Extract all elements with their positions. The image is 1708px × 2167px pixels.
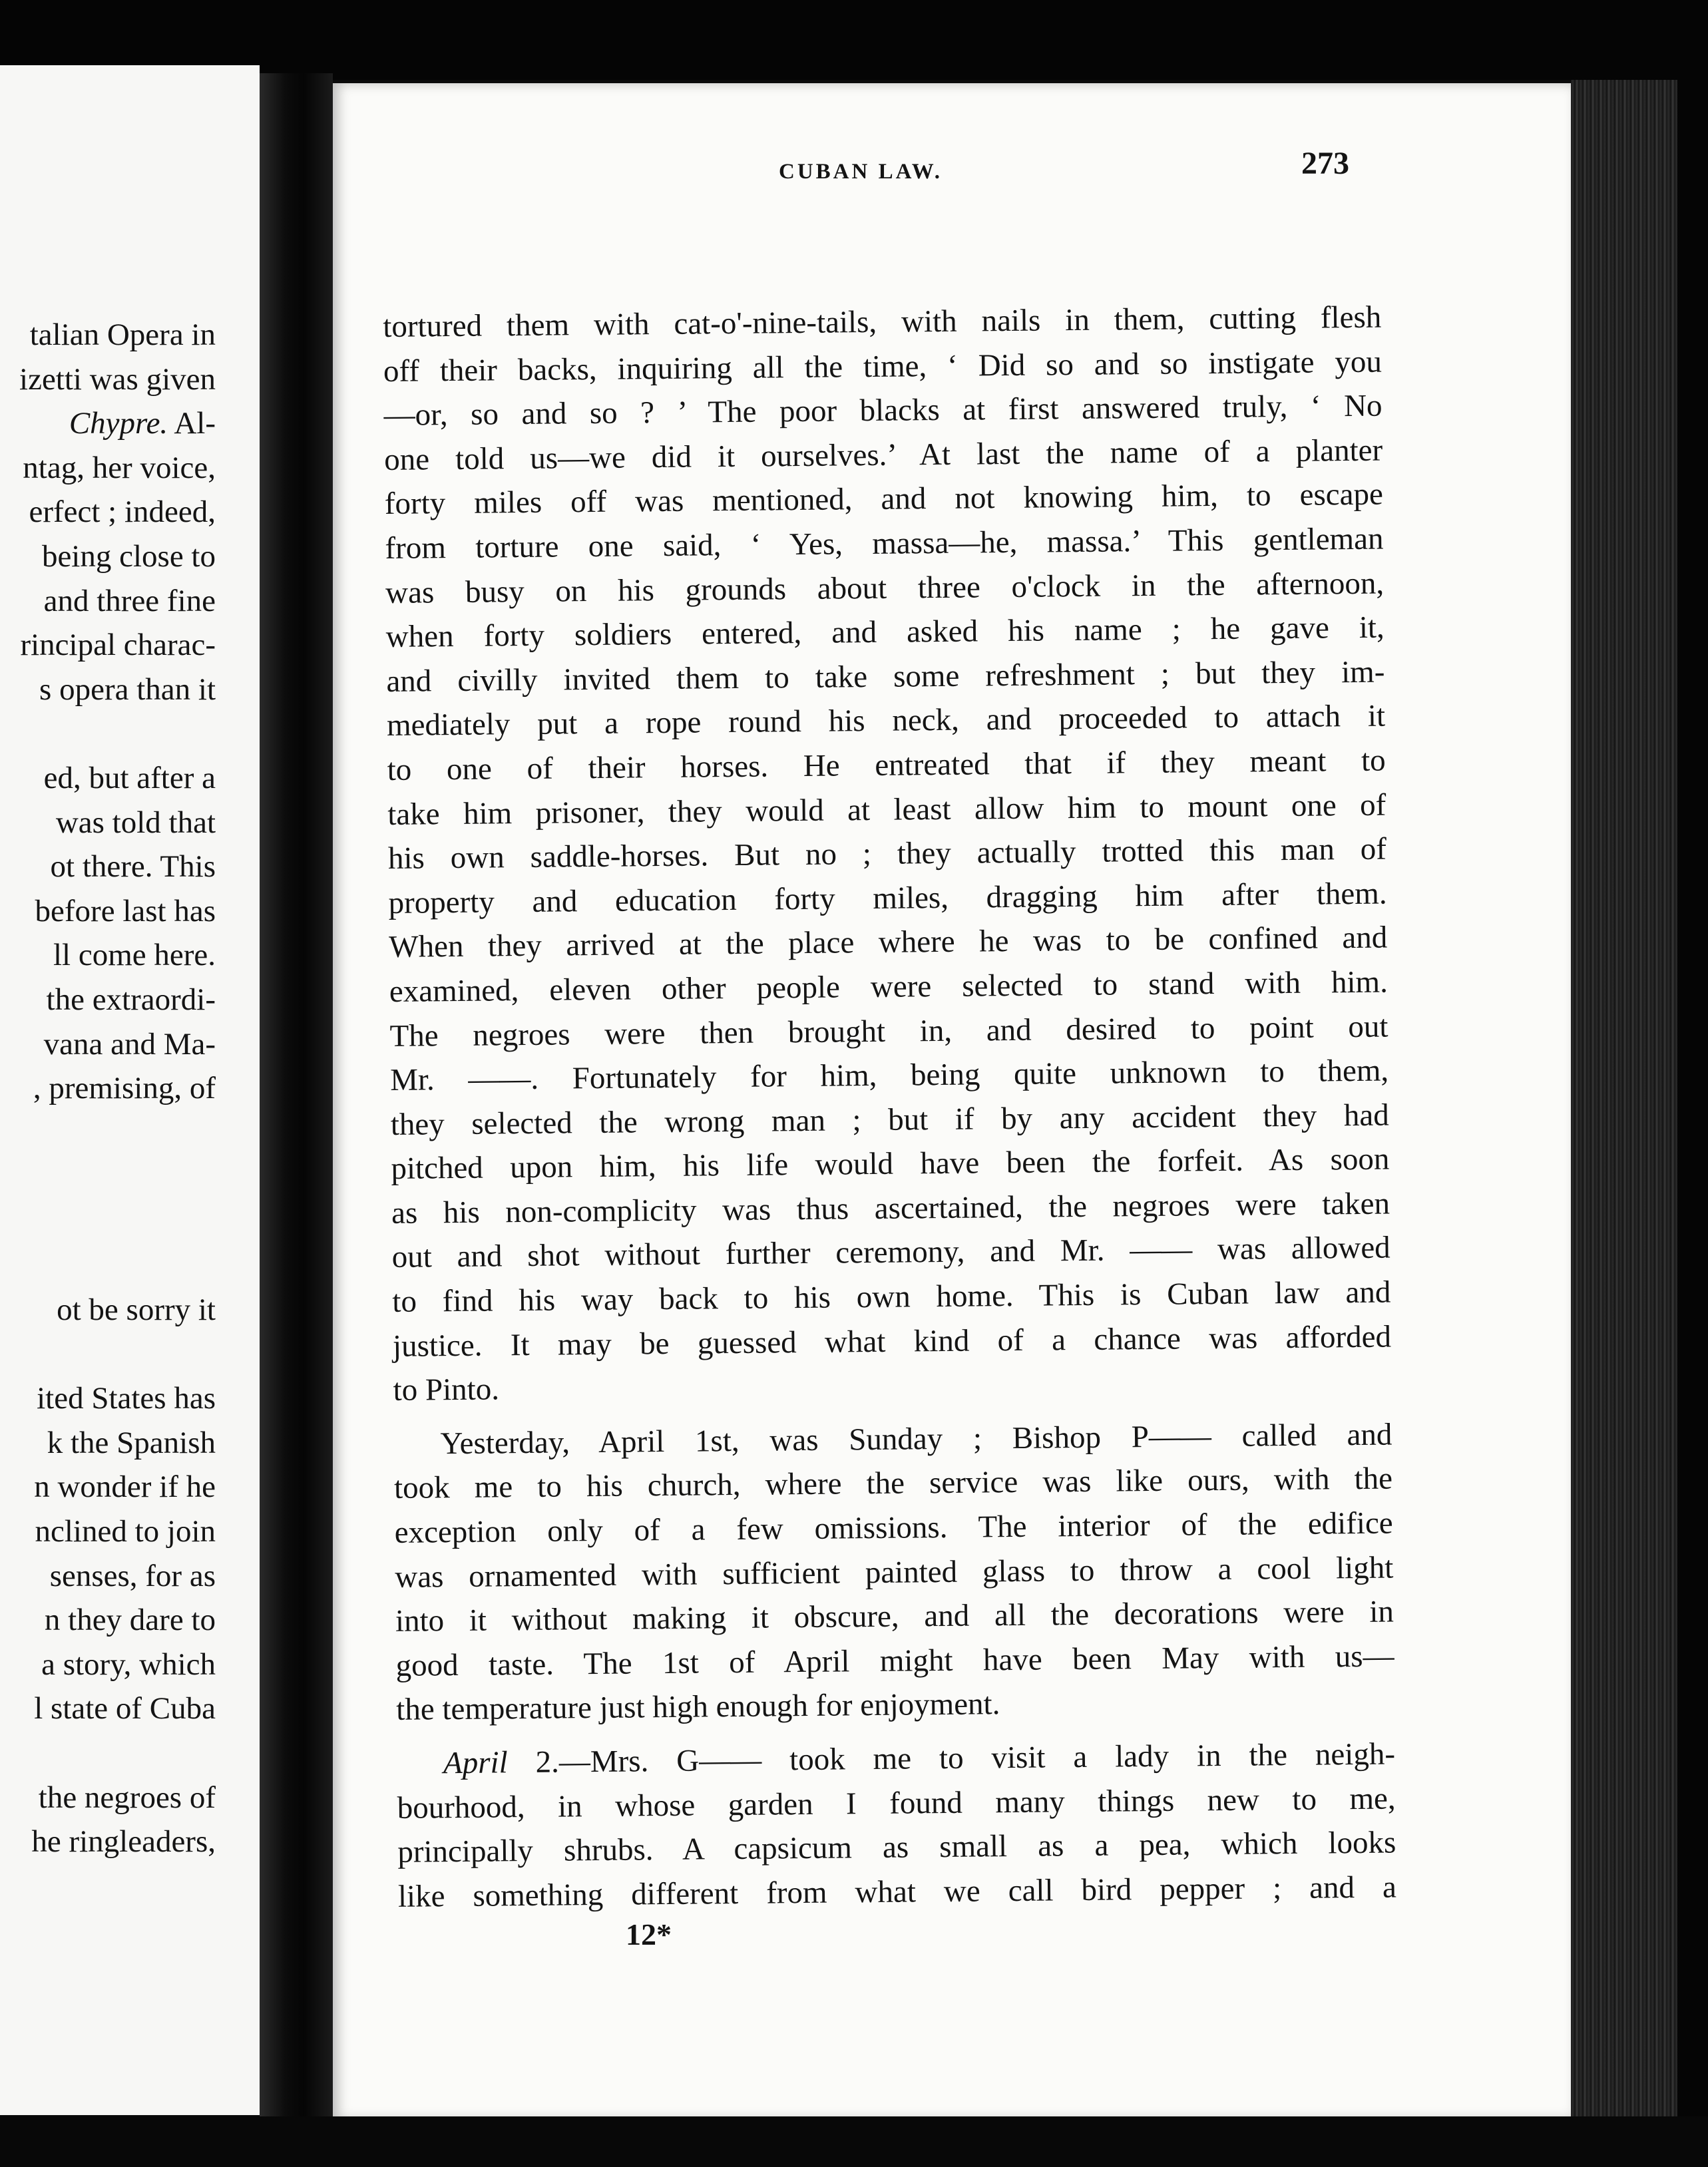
signature-mark: 12* bbox=[626, 1917, 672, 1951]
text-line: take him prisoner, they would at least allow him to mount one of bbox=[387, 787, 1387, 832]
left-page-line bbox=[0, 1155, 216, 1199]
left-page-line bbox=[0, 1332, 216, 1377]
text-line: the temperature just high enough for enjoyment. bbox=[396, 1686, 1000, 1728]
left-page-line: rincipal charac- bbox=[20, 628, 216, 663]
text-line: examined, eleven other people were selected to stand with him. bbox=[389, 964, 1388, 1009]
left-page-line: was told that bbox=[55, 805, 216, 840]
text-line: mediately put a rope round his neck, and proceeded to attach it bbox=[386, 698, 1386, 743]
paragraph-3 bbox=[397, 1732, 1396, 1919]
left-page-line: nclined to join bbox=[35, 1514, 216, 1549]
left-page-line: being close to bbox=[41, 538, 216, 574]
paragraph-1 bbox=[383, 296, 1392, 1413]
text-line: to Pinto. bbox=[393, 1372, 500, 1408]
left-page-line bbox=[0, 1199, 216, 1244]
text-line: pitched upon him, his life would have been the forfeit. As soon bbox=[391, 1141, 1390, 1187]
text-line: into it without making it obscure, and all the decorations were in bbox=[395, 1594, 1394, 1639]
left-page-line: ntag, her voice, bbox=[23, 450, 216, 485]
left-page-line: l state of Cuba bbox=[34, 1691, 216, 1726]
left-page-line: , premising, of bbox=[33, 1071, 216, 1106]
left-page-line: k the Spanish bbox=[47, 1425, 216, 1460]
page-header bbox=[443, 145, 1375, 192]
text-line: tortured them with cat-o'-nine-tails, with nails in them, cutting flesh bbox=[383, 299, 1382, 344]
text-line: they selected the wrong man ; but if by any accident they had bbox=[390, 1097, 1390, 1142]
left-facing-page bbox=[0, 65, 260, 2115]
text-line: out and shot without further ceremony, and Mr. —— was allowed bbox=[391, 1231, 1390, 1275]
left-page-line: and three fine bbox=[43, 583, 216, 618]
text-line: bourhood, in whose garden I found many things new to me, bbox=[397, 1781, 1396, 1826]
left-page-line: ed, but after a bbox=[43, 760, 216, 795]
text-line: forty miles off was mentioned, and not knowing him, to escape bbox=[384, 477, 1384, 522]
left-page-line bbox=[0, 1731, 216, 1776]
text-line: property and education forty miles, dragging him after them. bbox=[388, 876, 1387, 920]
left-page-line bbox=[0, 1111, 216, 1155]
left-page-line: before last has bbox=[35, 893, 216, 928]
running-title: CUBAN LAW. bbox=[779, 160, 943, 184]
text-line: principally shrubs. A capsicum as small as a pea, which looks bbox=[397, 1825, 1396, 1870]
text-line: took me to his church, where the service was like ours, with the bbox=[393, 1461, 1393, 1506]
left-page-line: he ringleaders, bbox=[31, 1824, 216, 1860]
book-gutter bbox=[260, 73, 333, 2123]
left-page-line: erfect ; indeed, bbox=[29, 494, 216, 530]
text-line: one told us—we did it ourselves.’ At last the name of a planter bbox=[383, 433, 1383, 477]
scan-background-bottom bbox=[0, 2116, 1708, 2167]
text-line: exception only of a few omissions. The interior of the edifice bbox=[394, 1505, 1393, 1550]
left-page-line: the negroes of bbox=[38, 1780, 216, 1815]
left-page-line: ot there. This bbox=[50, 849, 216, 885]
text-line: good taste. The 1st of April might have been May with us— bbox=[395, 1639, 1394, 1683]
left-page-line bbox=[0, 1243, 216, 1288]
text-line: to find his way back to his own home. This is Cuban law and bbox=[392, 1275, 1391, 1319]
scan-background-right bbox=[1677, 80, 1708, 2116]
italic-date: April bbox=[443, 1745, 508, 1781]
left-page-line: senses, for as bbox=[49, 1558, 216, 1593]
left-page-line: vana and Ma- bbox=[43, 1026, 216, 1062]
left-page-line: Chypre. Al- bbox=[69, 406, 216, 441]
text-line: Mr. ——. Fortunately for him, being quite unknown to them, bbox=[389, 1053, 1389, 1098]
page-number: 273 bbox=[1301, 146, 1349, 181]
left-page-line: n they dare to bbox=[44, 1603, 216, 1638]
text-line: April 2.—Mrs. G—— took me to visit a lady in the neigh- bbox=[443, 1736, 1396, 1781]
left-page-line: talian Opera in bbox=[29, 317, 216, 352]
text-line: —or, so and so ? ’ The poor blacks at first answered truly, ‘ No bbox=[383, 388, 1383, 433]
text-line: When they arrived at the place where he was to be confined and bbox=[389, 920, 1388, 965]
text-line: to one of their horses. He entreated that if they meant to bbox=[387, 743, 1386, 787]
left-page-line: a story, which bbox=[41, 1647, 216, 1682]
left-page-line: izetti was given bbox=[19, 361, 216, 397]
left-page-line: ll come here. bbox=[53, 938, 216, 973]
left-page-line bbox=[0, 711, 216, 756]
left-page-line: ited States has bbox=[37, 1381, 216, 1416]
text-line: justice. It may be guessed what kind of a chance was afforded bbox=[392, 1319, 1392, 1364]
text-line: his own saddle-horses. But no ; they actually trotted this man of bbox=[387, 831, 1387, 877]
text-line: from torture one said, ‘ Yes, massa—he, massa.’ This gentleman bbox=[385, 521, 1384, 566]
text-line: was busy on his grounds about three o'clock in the afternoon, bbox=[385, 566, 1385, 610]
text-line: like something different from what we call bird pepper ; and a bbox=[397, 1870, 1397, 1914]
text-line: was ornamented with sufficient painted glass to throw a cool light bbox=[395, 1550, 1394, 1595]
paragraph-2 bbox=[393, 1412, 1394, 1732]
text-line: as his non-complicity was thus ascertained, the negroes were taken bbox=[391, 1186, 1390, 1231]
left-page-line: the extraordi- bbox=[46, 982, 216, 1017]
page-body bbox=[383, 296, 1396, 1919]
left-page-line: n wonder if he bbox=[34, 1470, 216, 1505]
text-line: The negroes were then brought in, and desired to point out bbox=[389, 1009, 1388, 1054]
text-line: Yesterday, April 1st, was Sunday ; Bishop P—— called and bbox=[440, 1417, 1392, 1462]
left-page-text bbox=[0, 313, 216, 1864]
text-line: off their backs, inquiring all the time, ‘ Did so and so instigate you bbox=[383, 344, 1383, 389]
text-line: and civilly invited them to take some refreshment ; but they im- bbox=[386, 654, 1385, 699]
text-line: when forty soldiers entered, and asked his name ; he gave it, bbox=[385, 610, 1385, 655]
left-page-line: ot be sorry it bbox=[57, 1292, 216, 1328]
left-page-line: s opera than it bbox=[39, 672, 216, 707]
